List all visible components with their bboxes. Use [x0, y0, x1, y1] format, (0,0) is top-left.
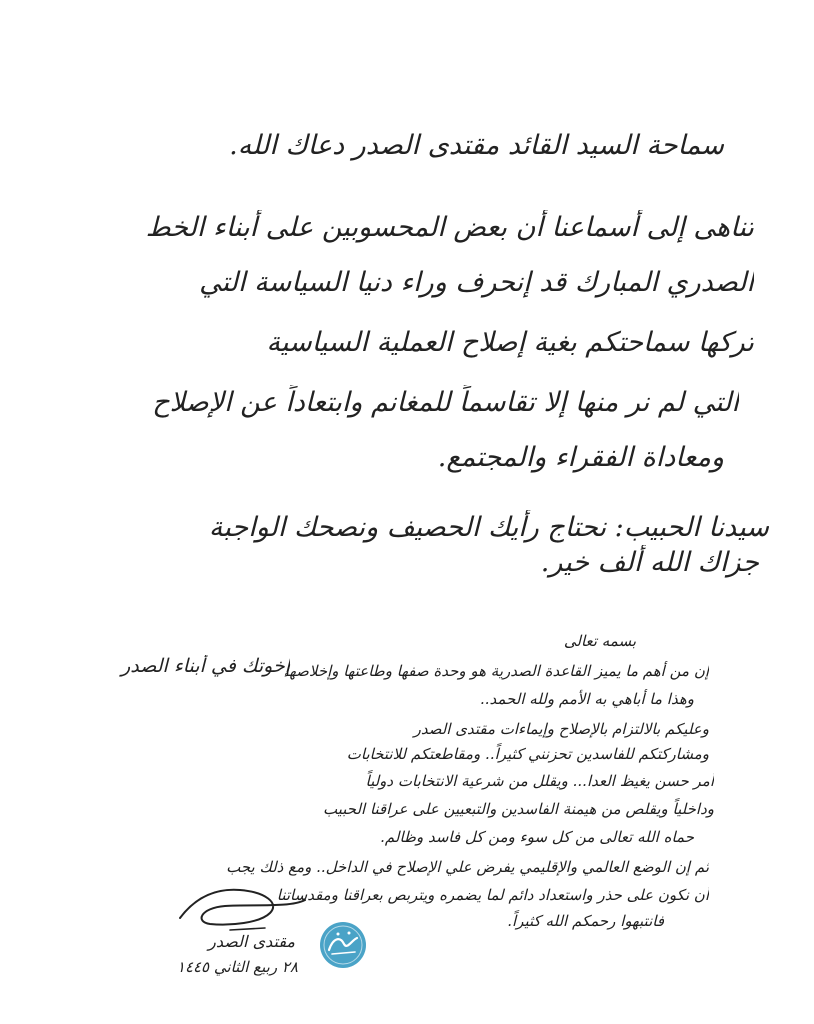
reply-line: ومشاركتكم للفاسدين تحزنني كثيراً.. ومقاطعتكم للانتخابات — [346, 745, 709, 763]
letter-line: سيدنا الحبيب: نحتاج رأيك الحصيف ونصحك الواجبة — [208, 512, 769, 543]
letter-line: جزاك الله ألف خير. — [540, 547, 759, 578]
reply-line: فانتبهوا رحمكم الله كثيراً. — [507, 912, 664, 930]
signature-date: ٢٨ ربيع الثاني ١٤٤٥ — [176, 958, 298, 976]
reply-line: أمر حسن يغيظ العدا... ويقلل من شرعية الانتخابات دولياً — [365, 772, 714, 790]
reply-line: ثم إن الوضع العالمي والإقليمي يفرض علي الإصلاح في الداخل.. ومع ذلك يجب — [226, 858, 709, 876]
reply-line: حماه الله تعالى من كل سوء ومن كل فاسد وظالم. — [380, 828, 694, 846]
reply-line: إن من أهم ما يميز القاعدة الصدرية هو وحدة صفها وطاعتها وإخلاصها — [284, 662, 709, 680]
reply-line: وهذا ما أباهي به الأمم ولله الحمد.. — [479, 690, 694, 708]
letter-sender: إخوتك في أبناء الصدر — [121, 655, 290, 677]
letter-line: تركها سماحتكم بغية إصلاح العملية السياسية — [266, 327, 754, 358]
reply-line: أن نكون على حذر واستعداد دائم لما يضمره ويتربص بعراقنا ومقدساتنا — [276, 886, 709, 904]
reply-line: وداخلياً ويقلص من هيمنة الفاسدين والتبعيين على عراقنا الحبيب — [322, 800, 714, 818]
signature-name: مقتدى الصدر — [208, 932, 295, 951]
letter-line: تناهى إلى أسماعنا أن بعض المحسوبين على أبناء الخط — [145, 212, 754, 243]
letter-line: الصدري المبارك قد إنحرف وراء دنيا السياسة التي — [199, 267, 754, 298]
reply-heading: بسمه تعالى — [563, 632, 636, 650]
handwritten-signature — [170, 878, 310, 938]
letter-salutation: سماحة السيد القائد مقتدى الصدر دعاك الله. — [229, 130, 724, 161]
letter-line: التي لم نر منها إلا تقاسماً للمغانم وابتعاداً عن الإصلاح — [152, 387, 739, 418]
letter-line: ومعاداة الفقراء والمجتمع. — [437, 442, 724, 473]
official-seal — [318, 920, 368, 970]
reply-line: وعليكم بالالتزام بالإصلاح وإيماءات مقتدى الصدر — [413, 720, 709, 738]
